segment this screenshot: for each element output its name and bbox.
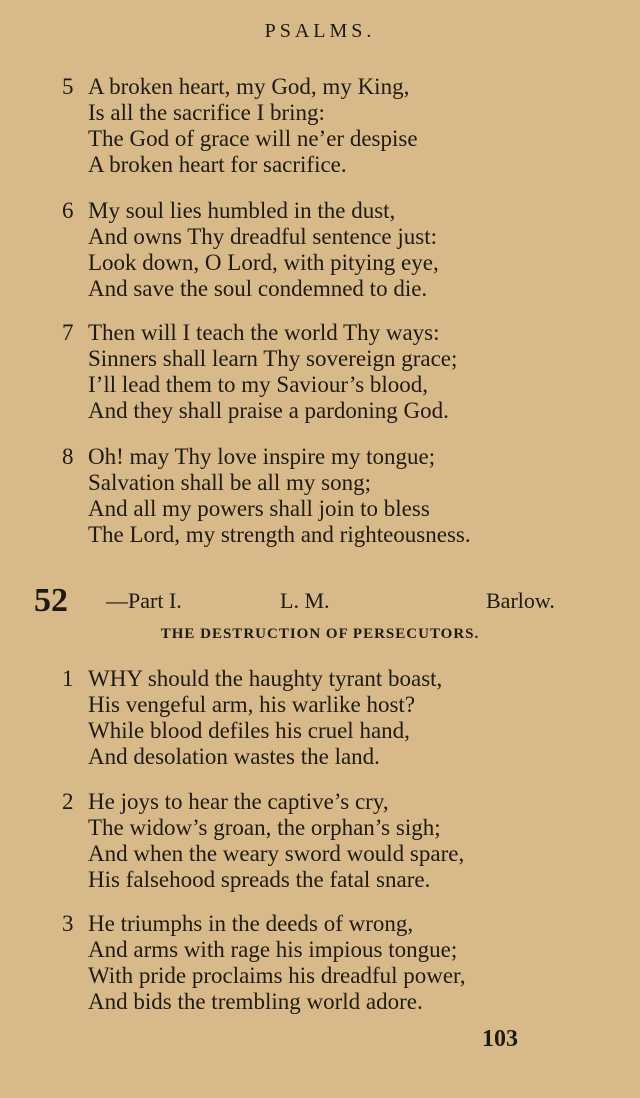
stanza-line: And all my powers shall join to bless xyxy=(88,496,430,521)
stanza-line: His falsehood spreads the fatal snare. xyxy=(88,867,431,892)
hymn-heading xyxy=(34,582,584,622)
stanza-line: 3 He triumphs in the deeds of wrong, xyxy=(62,911,414,936)
stanza-5 xyxy=(62,74,602,178)
stanza-line: The widow’s groan, the orphan’s sigh; xyxy=(88,815,441,840)
stanza-number: 5 xyxy=(62,74,74,99)
stanza-number: 1 xyxy=(62,666,74,691)
hymn-tune: Barlow. xyxy=(486,588,555,613)
stanza-1 xyxy=(62,666,602,770)
stanza-line: 1 WHY should the haughty tyrant boast, xyxy=(62,666,443,691)
stanza-2 xyxy=(62,789,602,893)
hymn-number: 52 xyxy=(34,582,68,619)
running-header: PSALMS. xyxy=(264,20,376,42)
stanza-line: Salvation shall be all my song; xyxy=(88,470,371,495)
stanza-line: And desolation wastes the land. xyxy=(88,744,380,769)
stanza-number: 2 xyxy=(62,789,74,814)
stanza-number: 3 xyxy=(62,911,74,936)
stanza-line: The God of grace will ne’er despise xyxy=(88,126,418,151)
stanza-line: 2 He joys to hear the captive’s cry, xyxy=(62,789,389,814)
stanza-line: And owns Thy dreadful sentence just: xyxy=(88,224,437,249)
stanza-line: 5 A broken heart, my God, my King, xyxy=(62,74,410,99)
stanza-line: His vengeful arm, his warlike host? xyxy=(88,692,416,717)
stanza-line: The Lord, my strength and righteousness. xyxy=(88,522,471,547)
stanza-line: And they shall praise a pardoning God. xyxy=(88,398,449,423)
stanza-number: 8 xyxy=(62,444,74,469)
stanza-line: 8 Oh! may Thy love inspire my tongue; xyxy=(62,444,436,469)
hymn-subtitle: THE DESTRUCTION OF PERSECUTORS. xyxy=(160,626,480,642)
hymn-meter: L. M. xyxy=(280,588,330,613)
stanza-line: Sinners shall learn Thy sovereign grace; xyxy=(88,346,458,371)
stanza-line: 7 Then will I teach the world Thy ways: xyxy=(62,320,440,345)
stanza-line: And when the weary sword would spare, xyxy=(88,841,465,866)
stanza-number: 7 xyxy=(62,320,74,345)
hymn-part: —Part I. xyxy=(106,588,182,613)
stanza-number: 6 xyxy=(62,198,74,223)
stanza-line: A broken heart for sacrifice. xyxy=(88,152,347,177)
stanza-7 xyxy=(62,320,602,424)
stanza-line: I’ll lead them to my Saviour’s blood, xyxy=(88,372,429,397)
stanza-line: And arms with rage his impious tongue; xyxy=(88,937,458,962)
page-number: 103 xyxy=(482,1026,518,1052)
stanza-line: 6 My soul lies humbled in the dust, xyxy=(62,198,396,223)
stanza-line: While blood defiles his cruel hand, xyxy=(88,718,410,743)
stanza-3 xyxy=(62,911,602,1015)
stanza-line: And save the soul condemned to die. xyxy=(88,276,428,301)
stanza-8 xyxy=(62,444,602,548)
stanza-line: Is all the sacrifice I bring: xyxy=(88,100,325,125)
stanza-line: Look down, O Lord, with pitying eye, xyxy=(88,250,439,275)
stanza-line: With pride proclaims his dreadful power, xyxy=(88,963,466,988)
stanza-line: And bids the trembling world adore. xyxy=(88,989,423,1014)
stanza-6 xyxy=(62,198,602,302)
